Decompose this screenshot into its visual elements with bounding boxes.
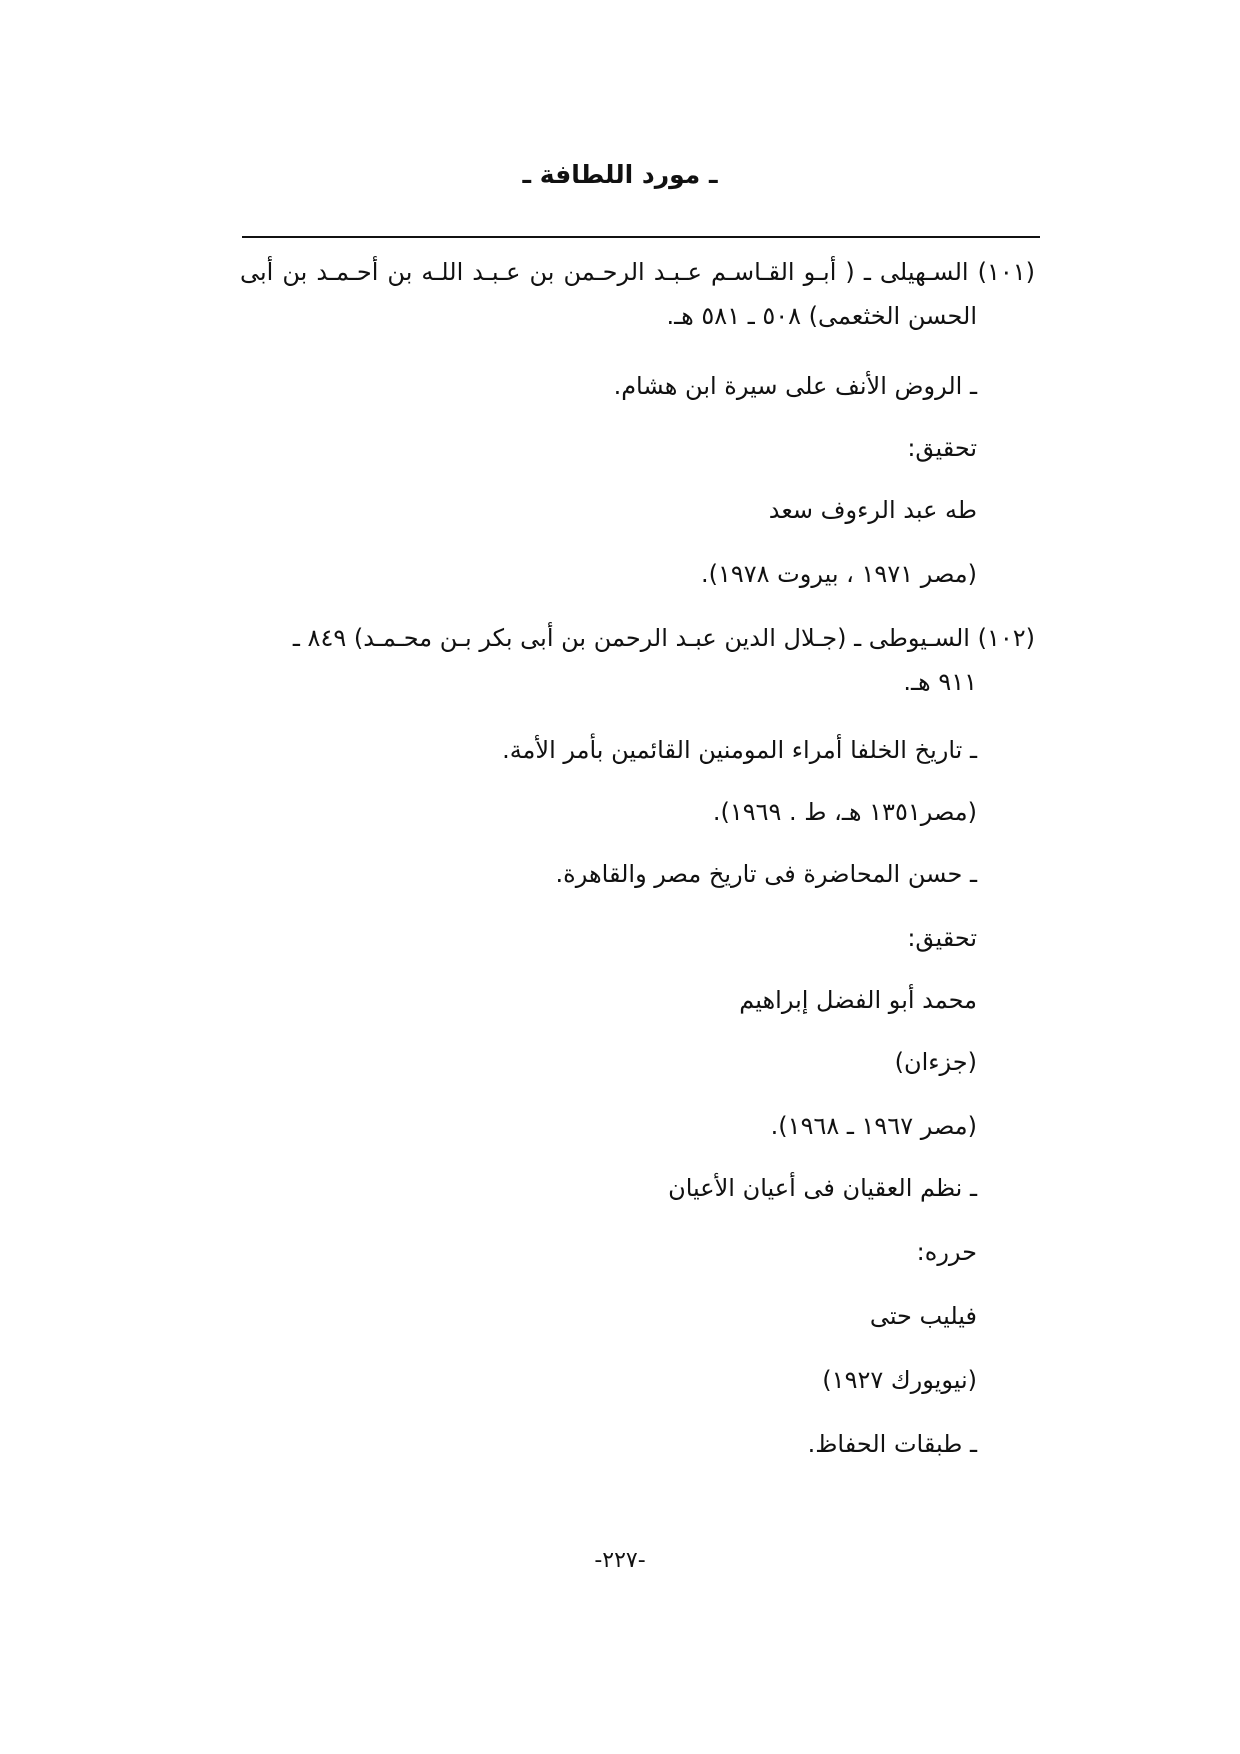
entry-102-work-2-publication: (مصر ١٩٦٧ ـ ١٩٦٨). xyxy=(770,1112,977,1140)
entry-102-work-1-title: ـ تاريخ الخلفا أمراء المومنين القائمين بأمر الأمة. xyxy=(502,736,977,764)
entry-102-work-3-title: ـ نظم العقيان فى أعيان الأعيان xyxy=(668,1174,977,1202)
entry-102-work-3-editor: فيليب حتى xyxy=(869,1302,977,1330)
page-number: -٢٢٧- xyxy=(594,1548,646,1573)
entry-101-publication: (مصر ١٩٧١ ، بيروت ١٩٧٨). xyxy=(700,560,977,588)
entry-102-heading-cont: ٩١١ هـ. xyxy=(903,668,977,696)
entry-101-edited-label: تحقيق: xyxy=(907,434,977,462)
entry-102-work-2-volumes: (جزءان) xyxy=(894,1048,977,1076)
running-header: ـ مورد اللطافة ـ xyxy=(522,160,718,189)
entry-102-work-2-editor: محمد أبو الفضل إبراهيم xyxy=(739,986,977,1014)
entry-101-heading: (١٠١) السـهيلى ـ ( أبـو القـاسـم عـبـد الرحـمن بن عـبـد اللـه بن أحـمـد بن أبى xyxy=(240,258,1035,286)
entry-101-heading-cont: الحسن الخثعمى) ٥٠٨ ـ ٥٨١ هـ. xyxy=(666,302,977,330)
entry-102-work-4-title: ـ طبقات الحفاظ. xyxy=(807,1430,977,1458)
entry-102-work-3-edited-label: حرره: xyxy=(916,1238,977,1266)
entry-102-work-2-title: ـ حسن المحاضرة فى تاريخ مصر والقاهرة. xyxy=(555,860,977,888)
header-rule xyxy=(242,236,1040,238)
entry-102-work-2-edited-label: تحقيق: xyxy=(907,924,977,952)
entry-102-heading: (١٠٢) السـيوطى ـ (جـلال الدين عبـد الرحمن بن أبى بكر بـن محـمـد) ٨٤٩ ـ xyxy=(292,624,1035,652)
entry-102-work-1-publication: (مصر١٣٥١ هـ، ط . ١٩٦٩). xyxy=(712,798,977,826)
entry-102-work-3-publication: (نيويورك ١٩٢٧) xyxy=(822,1366,977,1394)
entry-101-editor: طه عبد الرءوف سعد xyxy=(768,496,977,524)
entry-101-work-title: ـ الروض الأنف على سيرة ابن هشام. xyxy=(613,372,977,400)
